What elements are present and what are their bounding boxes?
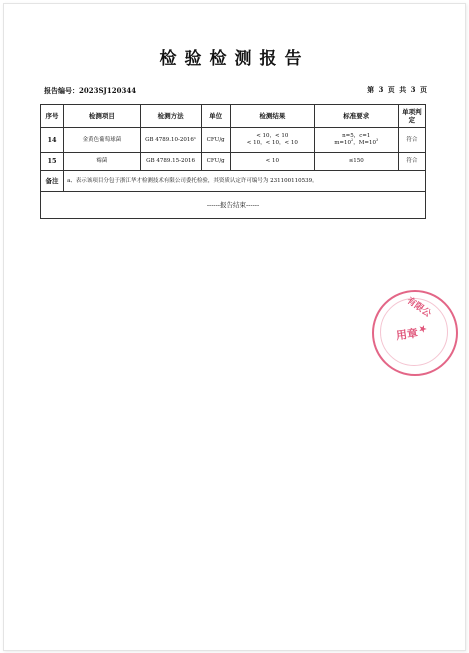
standard-line-2 (317, 140, 396, 147)
seal-star-icon: ★ (416, 322, 429, 337)
seal-top-text: 有限公 (404, 295, 433, 320)
header-seq: 序号 (41, 105, 64, 128)
page-indicator: 第 3 页 共 3 页 (367, 85, 428, 94)
row-result (230, 128, 314, 153)
row-result: < 10 (230, 153, 314, 171)
report-number: 报告编号：2023SJ120344 (44, 86, 137, 95)
note-text: a、表示该项目分包于浙江华才检测技术有限公司委托检验，其资质认定许可编号为 231100110539。 (64, 171, 426, 192)
standard-m: m=10 (334, 140, 352, 146)
note-row (41, 171, 426, 192)
seal-text: 用章 (395, 326, 419, 343)
row-method: GB 4789.15-2016 (140, 153, 201, 171)
header-method: 检测方法 (140, 105, 201, 128)
test-results-table (40, 104, 426, 219)
row-seq: 14 (41, 128, 64, 153)
header-standard: 标准要求 (314, 105, 398, 128)
result-line-2: < 10，< 10，< 10 (246, 140, 298, 146)
row-unit: CFU/g (201, 128, 230, 153)
note-label: 备注 (41, 171, 64, 192)
end-row (41, 192, 426, 219)
row-standard (314, 128, 398, 153)
header-item: 检测项目 (64, 105, 141, 128)
header-result: 检测结果 (230, 105, 314, 128)
header-judgement: 单项判定 (398, 105, 425, 128)
row-judgement: 符合 (398, 128, 425, 153)
table-header-row (41, 105, 426, 128)
report-end-text: ------报告结束------ (41, 192, 426, 219)
row-unit: CFU/g (201, 153, 230, 171)
standard-M: ，M=10 (353, 140, 377, 146)
table-row (41, 153, 426, 171)
row-item: 霉菌 (64, 153, 141, 171)
header-unit: 单位 (201, 105, 230, 128)
row-standard: ≤150 (314, 153, 398, 171)
standard-M-exponent: 3 (376, 138, 379, 143)
company-seal (372, 290, 458, 376)
row-judgement: 符合 (398, 153, 425, 171)
standard-m-exponent: 2 (351, 138, 354, 143)
row-seq: 15 (41, 153, 64, 171)
report-title: 检验检测报告 (159, 49, 310, 69)
table-row (41, 128, 426, 153)
result-line-1: < 10，< 10 (256, 133, 289, 140)
row-method: GB 4789.10-2016¹ (140, 128, 201, 153)
standard-line-1: n=5，c=1 (342, 133, 371, 140)
row-item: 金黄色葡萄球菌 (64, 128, 141, 153)
